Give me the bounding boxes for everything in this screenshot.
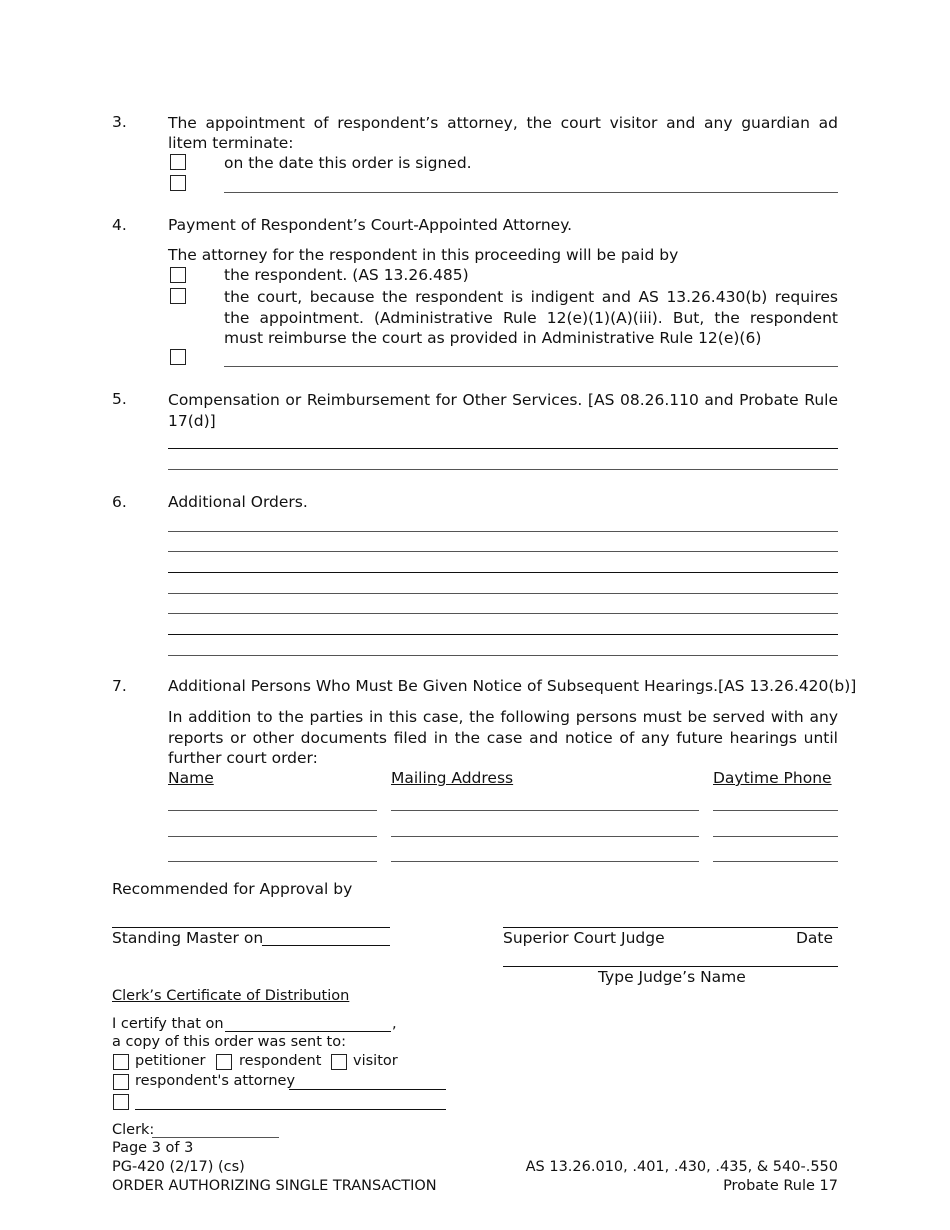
judge-signature-line[interactable] <box>503 927 838 928</box>
notice-row-3-phone[interactable] <box>713 861 838 862</box>
certify-comma: , <box>392 1016 397 1032</box>
section-4-option-respondent: the respondent. (AS 13.26.485) <box>224 266 469 284</box>
section-6-line-5[interactable] <box>168 613 838 614</box>
checkbox-visitor[interactable] <box>331 1054 347 1070</box>
footer-form-title: ORDER AUTHORIZING SINGLE TRANSACTION <box>112 1178 437 1194</box>
notice-row-3-name[interactable] <box>168 861 377 862</box>
judge-label: Superior Court Judge <box>503 929 665 947</box>
notice-row-1-phone[interactable] <box>713 810 838 811</box>
recommended-for-approval: Recommended for Approval by <box>112 880 353 898</box>
label-respondent: respondent <box>239 1053 322 1069</box>
judge-name-line[interactable] <box>503 966 838 967</box>
section-7-text: In addition to the parties in this case, the following persons must be served with any reports or other documents filed in the case and notice of any future hearings until further court order: <box>168 708 838 767</box>
checkbox-other-recipient[interactable] <box>113 1094 129 1110</box>
clerk-signature-line[interactable] <box>152 1137 279 1138</box>
section-6-number: 6. <box>112 493 127 511</box>
certify-text: I certify that on <box>112 1016 224 1032</box>
section-6-line-6[interactable] <box>168 634 838 635</box>
column-header-phone: Daytime Phone <box>713 769 832 787</box>
section-7-heading: Additional Persons Who Must Be Given Notice of Subsequent Hearings.[AS 13.26.420(b)] <box>168 677 857 695</box>
clerk-certificate-title: Clerk’s Certificate of Distribution <box>112 988 350 1004</box>
footer-statutes: AS 13.26.010, .401, .430, .435, & 540-.550 <box>525 1159 838 1175</box>
section-6-heading: Additional Orders. <box>168 493 308 511</box>
notice-row-2-name[interactable] <box>168 836 377 837</box>
section-6-line-3[interactable] <box>168 572 838 573</box>
checkbox-petitioner[interactable] <box>113 1054 129 1070</box>
other-recipient-line[interactable] <box>135 1109 446 1110</box>
section-6-line-4[interactable] <box>168 593 838 594</box>
section-3-text: The appointment of respondent’s attorney, the court visitor and any guardian ad litem terminate: <box>168 114 838 152</box>
label-respondents-attorney: respondent's attorney <box>135 1073 296 1089</box>
type-judge-name-label: Type Judge’s Name <box>598 968 746 986</box>
section-7-number: 7. <box>112 677 127 695</box>
notice-row-2-address[interactable] <box>391 836 699 837</box>
section-3-checkbox-signed[interactable] <box>170 154 186 170</box>
section-4-number: 4. <box>112 216 127 234</box>
attorney-name-line[interactable] <box>289 1089 446 1090</box>
section-5-number: 5. <box>112 390 127 408</box>
clerk-label: Clerk: <box>112 1122 155 1138</box>
standing-master-signature-line[interactable] <box>112 927 390 928</box>
section-4-checkbox-court[interactable] <box>170 288 186 304</box>
label-visitor: visitor <box>353 1053 398 1069</box>
checkbox-respondents-attorney[interactable] <box>113 1074 129 1090</box>
certify-date-line[interactable] <box>225 1031 391 1032</box>
notice-row-2-phone[interactable] <box>713 836 838 837</box>
checkbox-respondent[interactable] <box>216 1054 232 1070</box>
label-petitioner: petitioner <box>135 1053 206 1069</box>
section-4-heading: Payment of Respondent’s Court-Appointed Attorney. <box>168 216 573 234</box>
judge-date-label: Date <box>796 929 834 947</box>
section-3-other-line[interactable] <box>224 192 838 193</box>
section-4-other-line[interactable] <box>224 366 838 367</box>
footer-rule: Probate Rule 17 <box>723 1178 838 1194</box>
footer-form-number: PG-420 (2/17) (cs) <box>112 1159 245 1175</box>
standing-master-label: Standing Master on <box>112 929 264 947</box>
copy-sent-text: a copy of this order was sent to: <box>112 1034 346 1050</box>
section-6-line-2[interactable] <box>168 551 838 552</box>
section-5-line-1[interactable] <box>168 448 838 449</box>
section-6-line-1[interactable] <box>168 531 838 532</box>
standing-master-date-line[interactable] <box>262 945 390 946</box>
section-4-option-court: the court, because the respondent is indigent and AS 13.26.430(b) requires the appointment. (Administrative Rule 12(e)(1)(A)(iii). But, the respondent must reimburse the court as provided in Administrative Rule 12(e)(6) <box>224 288 838 347</box>
section-4-checkbox-other[interactable] <box>170 349 186 365</box>
section-5-line-2[interactable] <box>168 469 838 470</box>
column-header-name: Name <box>168 769 214 787</box>
section-3-checkbox-other[interactable] <box>170 175 186 191</box>
section-4-checkbox-respondent[interactable] <box>170 267 186 283</box>
notice-row-1-address[interactable] <box>391 810 699 811</box>
section-3-number: 3. <box>112 113 127 131</box>
column-header-address: Mailing Address <box>391 769 514 787</box>
section-4-intro: The attorney for the respondent in this proceeding will be paid by <box>168 246 679 264</box>
section-3-option-signed: on the date this order is signed. <box>224 154 472 172</box>
section-5-heading: Compensation or Reimbursement for Other Services. [AS 08.26.110 and Probate Rule 17(d)] <box>168 391 838 430</box>
section-6-line-7[interactable] <box>168 655 838 656</box>
notice-row-3-address[interactable] <box>391 861 699 862</box>
footer-page-number: Page 3 of 3 <box>112 1140 194 1156</box>
notice-row-1-name[interactable] <box>168 810 377 811</box>
